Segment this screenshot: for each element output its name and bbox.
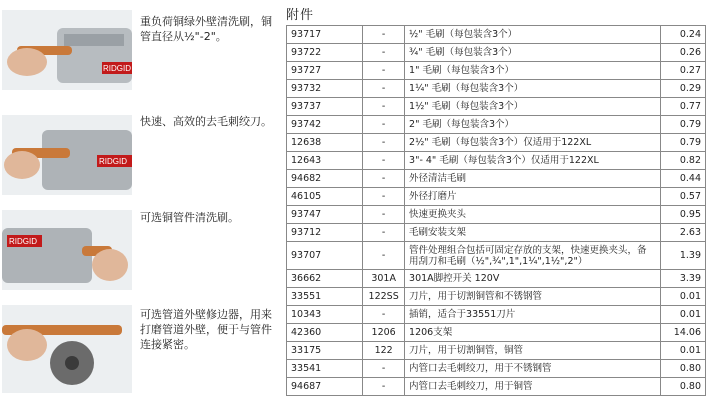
model-cell: - [363, 360, 405, 378]
weight-cell: 0.01 [660, 342, 705, 360]
table-row [287, 170, 706, 188]
description-cell: 外径打磨片 [405, 188, 661, 206]
feature-2 [0, 100, 280, 195]
table-row [287, 242, 706, 270]
model-cell: - [363, 80, 405, 98]
chamfer-photo [2, 305, 132, 393]
table-row [287, 288, 706, 306]
weight-cell: 1.39 [660, 242, 705, 270]
description-cell: 刀片，用于切割铜管和不锈钢管 [405, 288, 661, 306]
model-cell: - [363, 134, 405, 152]
description-cell: 1" 毛刷（每包装含3个） [405, 62, 661, 80]
model-cell: 122SS [363, 288, 405, 306]
model-cell: - [363, 170, 405, 188]
weight-cell: 3.39 [660, 270, 705, 288]
model-cell: 122 [363, 342, 405, 360]
table-row [287, 270, 706, 288]
feature-4 [0, 300, 280, 405]
table-row [287, 224, 706, 242]
weight-cell: 2.63 [660, 224, 705, 242]
model-cell: - [363, 44, 405, 62]
weight-cell: 0.80 [660, 360, 705, 378]
catalog-number-cell: 93722 [287, 44, 363, 62]
reamer-photo [2, 115, 132, 195]
table-row [287, 306, 706, 324]
catalog-number-cell: 93742 [287, 116, 363, 134]
table-row [287, 152, 706, 170]
description-cell: 毛刷安装支架 [405, 224, 661, 242]
catalog-number-cell: 94682 [287, 170, 363, 188]
description-cell: ½" 毛刷（每包装含3个） [405, 26, 661, 44]
description-cell: 3"- 4" 毛刷（每包装含3个）仅适用于122XL [405, 152, 661, 170]
table-row [287, 80, 706, 98]
description-cell: 1½" 毛刷（每包装含3个） [405, 98, 661, 116]
description-cell: 内管口去毛刺绞刀，用于铜管 [405, 378, 661, 396]
description-cell: 301A脚控开关 120V [405, 270, 661, 288]
model-cell: - [363, 306, 405, 324]
catalog-number-cell: 93727 [287, 62, 363, 80]
model-cell: - [363, 116, 405, 134]
accessories-table [286, 25, 706, 396]
model-cell: - [363, 224, 405, 242]
weight-cell: 0.29 [660, 80, 705, 98]
feature-3 [0, 200, 280, 295]
feature-1-text: 重负荷铜绿外壁清洗刷，铜管直径从½"-2"。 [140, 15, 272, 43]
catalog-number-cell: 36662 [287, 270, 363, 288]
catalog-number-cell: 33175 [287, 342, 363, 360]
description-cell: 快速更换夹头 [405, 206, 661, 224]
table-row [287, 134, 706, 152]
description-cell: 1¼" 毛刷（每包装含3个） [405, 80, 661, 98]
catalog-number-cell: 93707 [287, 242, 363, 270]
table-row [287, 62, 706, 80]
fitting-brush-photo [2, 210, 132, 290]
description-cell: 外径清洁毛刷 [405, 170, 661, 188]
feature-1 [0, 0, 280, 95]
table-row [287, 188, 706, 206]
catalog-number-cell: 93717 [287, 26, 363, 44]
catalog-number-cell: 12643 [287, 152, 363, 170]
model-cell: - [363, 206, 405, 224]
table-row [287, 342, 706, 360]
model-cell: - [363, 188, 405, 206]
description-cell: ¾" 毛刷（每包装含3个） [405, 44, 661, 62]
table-row [287, 116, 706, 134]
catalog-number-cell: 33541 [287, 360, 363, 378]
catalog-number-cell: 12638 [287, 134, 363, 152]
brand-label: RIDGID [99, 157, 127, 166]
catalog-number-cell: 46105 [287, 188, 363, 206]
table-row [287, 26, 706, 44]
accessories-table-body [287, 26, 706, 396]
weight-cell: 14.06 [660, 324, 705, 342]
weight-cell: 0.79 [660, 116, 705, 134]
weight-cell: 0.01 [660, 288, 705, 306]
model-cell: - [363, 62, 405, 80]
table-row [287, 98, 706, 116]
weight-cell: 0.80 [660, 378, 705, 396]
catalog-number-cell: 33551 [287, 288, 363, 306]
feature-panel [0, 0, 280, 407]
catalog-number-cell: 42360 [287, 324, 363, 342]
description-cell: 插销，适合于33551刀片 [405, 306, 661, 324]
weight-cell: 0.26 [660, 44, 705, 62]
feature-2-text: 快速、高效的去毛刺绞刀。 [140, 115, 272, 128]
catalog-number-cell: 93732 [287, 80, 363, 98]
model-cell: - [363, 152, 405, 170]
description-cell: 2½" 毛刷（每包装含3个）仅适用于122XL [405, 134, 661, 152]
catalog-number-cell: 10343 [287, 306, 363, 324]
weight-cell: 0.77 [660, 98, 705, 116]
model-cell: - [363, 242, 405, 270]
description-cell: 内管口去毛刺绞刀，用于不锈钢管 [405, 360, 661, 378]
model-cell: - [363, 26, 405, 44]
weight-cell: 0.27 [660, 62, 705, 80]
feature-3-text: 可选铜管件清洗刷。 [140, 211, 239, 224]
brand-label: RIDGID [9, 237, 37, 246]
weight-cell: 0.44 [660, 170, 705, 188]
model-cell: - [363, 98, 405, 116]
brand-label: RIDGID [103, 64, 131, 73]
model-cell: 301A [363, 270, 405, 288]
weight-cell: 0.95 [660, 206, 705, 224]
table-row [287, 206, 706, 224]
weight-cell: 0.24 [660, 26, 705, 44]
model-cell: 1206 [363, 324, 405, 342]
catalog-number-cell: 93747 [287, 206, 363, 224]
feature-4-text: 可选管道外壁修边器，用来打磨管道外壁，便于与管件连接紧密。 [140, 308, 272, 351]
brush-photo [2, 10, 132, 90]
description-cell: 管件处理组合包括可固定存放的支架，快速更换夹头，备用刮刀和毛刷（½",¾",1",1¼",1½",2"） [405, 242, 661, 270]
weight-cell: 0.57 [660, 188, 705, 206]
weight-cell: 0.79 [660, 134, 705, 152]
catalog-number-cell: 94687 [287, 378, 363, 396]
table-row [287, 324, 706, 342]
weight-cell: 0.01 [660, 306, 705, 324]
weight-cell: 0.82 [660, 152, 705, 170]
catalog-number-cell: 93737 [287, 98, 363, 116]
table-row [287, 378, 706, 396]
accessories-title: 附件 [286, 8, 315, 23]
catalog-number-cell: 93712 [287, 224, 363, 242]
description-cell: 刀片，用于切割铜管，铜管 [405, 342, 661, 360]
table-row [287, 44, 706, 62]
description-cell: 2" 毛刷（每包装含3个） [405, 116, 661, 134]
model-cell: - [363, 378, 405, 396]
table-row [287, 360, 706, 378]
description-cell: 1206支架 [405, 324, 661, 342]
